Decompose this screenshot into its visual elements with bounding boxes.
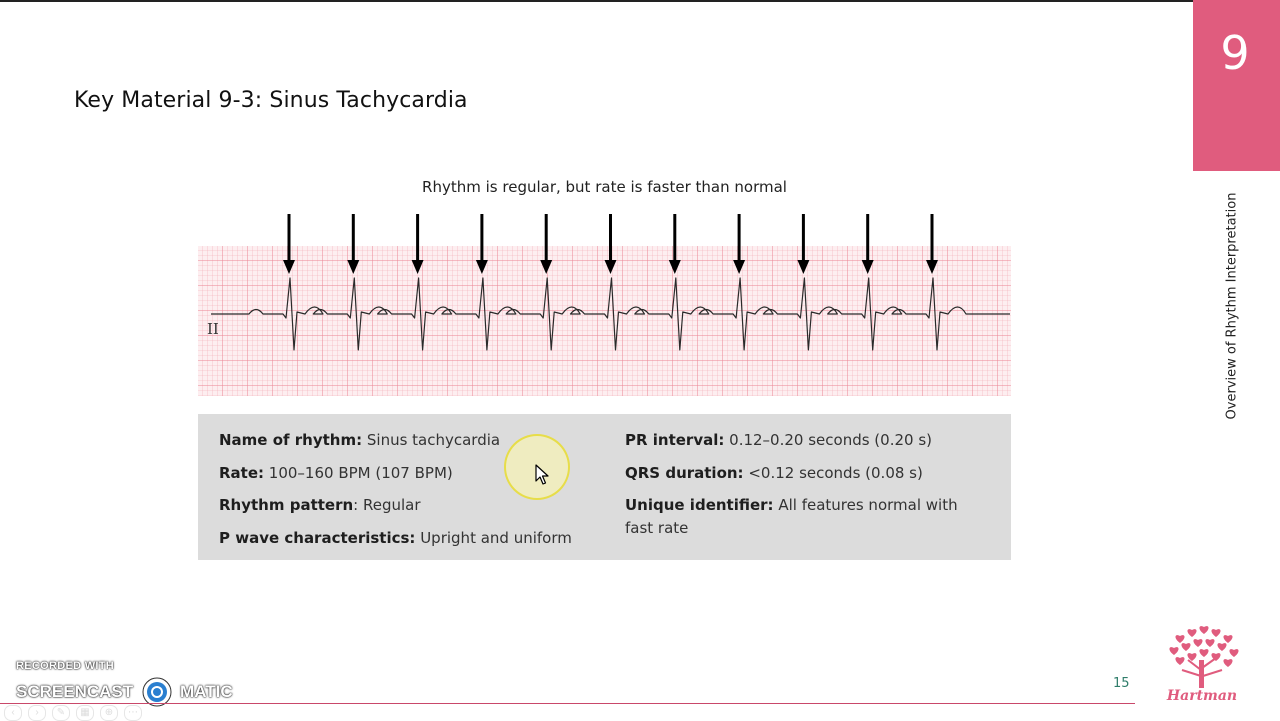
heart-leaf-icon	[1169, 647, 1178, 655]
publisher-logo	[1160, 624, 1244, 708]
next-slide-icon[interactable]: ›	[28, 705, 46, 721]
qrs-duration	[625, 462, 923, 485]
name-value: Sinus tachycardia	[366, 431, 501, 449]
recorded-with-label: RECORDED WITH	[16, 660, 115, 672]
pwave-label: P wave characteristics:	[219, 529, 416, 547]
pr-value: 0.12–0.20 seconds (0.20 s)	[729, 431, 932, 449]
pr-interval	[625, 429, 932, 452]
pr-label: PR interval:	[625, 431, 725, 449]
publisher-name: Hartman	[1166, 688, 1238, 704]
brand-left: SCREENCAST	[16, 682, 134, 701]
pen-icon[interactable]: ✎	[52, 705, 70, 721]
rate-value: 100–160 BPM (107 BPM)	[268, 464, 453, 482]
zoom-icon[interactable]: ⊕	[100, 705, 118, 721]
qrs-label: QRS duration:	[625, 464, 744, 482]
ecg-strip-figure	[197, 210, 1012, 400]
rate-label: Rate:	[219, 464, 265, 482]
prev-slide-icon[interactable]: ‹	[4, 705, 22, 721]
heart-leaf-icon	[1187, 629, 1196, 637]
brand-right: MATIC	[180, 682, 233, 701]
unique-identifier	[625, 494, 958, 540]
heart-leaf-icon	[1199, 649, 1208, 657]
slides-icon[interactable]: ▦	[76, 705, 94, 721]
rate	[219, 462, 453, 485]
heart-leaf-icon	[1217, 643, 1226, 651]
pattern-label: Rhythm pattern	[219, 496, 354, 514]
heart-leaf-icon	[1205, 639, 1214, 647]
ecg-strip	[197, 210, 1012, 400]
top-border	[0, 0, 1280, 2]
qrs-value: <0.12 seconds (0.08 s)	[748, 464, 923, 482]
name-of-rhythm	[219, 429, 500, 452]
heart-tree-icon	[1160, 624, 1244, 690]
slide-nav-controls[interactable]	[4, 702, 148, 721]
slide-title: Key Material 9-3: Sinus Tachycardia	[74, 88, 468, 113]
heart-leaf-icon	[1223, 659, 1232, 667]
pwave-value: Upright and uniform	[420, 529, 572, 547]
unique-value-line1: All features normal with	[778, 496, 958, 514]
heart-leaf-icon	[1175, 635, 1184, 643]
screencast-watermark	[16, 660, 233, 701]
unique-value-line2: fast rate	[625, 519, 689, 537]
name-label: Name of rhythm:	[219, 431, 363, 449]
chapter-number: 9	[1220, 26, 1250, 80]
heart-leaf-icon	[1211, 629, 1220, 637]
more-icon[interactable]: ⋯	[124, 705, 142, 721]
rhythm-info-panel	[198, 414, 1011, 560]
ecg-grid	[198, 246, 1011, 396]
footer-divider	[0, 703, 1135, 704]
figure-caption: Rhythm is regular, but rate is faster than normal	[422, 178, 787, 196]
section-label-container	[1218, 190, 1246, 422]
heart-leaf-icon	[1181, 643, 1190, 651]
rhythm-pattern	[219, 494, 421, 517]
heart-leaf-icon	[1199, 626, 1208, 634]
lead-label: II	[207, 320, 219, 338]
unique-label: Unique identifier:	[625, 496, 774, 514]
heart-leaf-icon	[1193, 639, 1202, 647]
chapter-tab	[1193, 0, 1280, 171]
mouse-pointer-icon	[535, 464, 549, 486]
page-number: 15	[1113, 676, 1130, 691]
section-label: Overview of Rhythm Interpretation	[1224, 192, 1240, 420]
heart-leaf-icon	[1175, 657, 1184, 665]
p-wave-characteristics	[219, 527, 572, 550]
heart-leaf-icon	[1223, 635, 1232, 643]
heart-leaf-icon	[1229, 649, 1238, 657]
pattern-value: : Regular	[353, 496, 421, 514]
